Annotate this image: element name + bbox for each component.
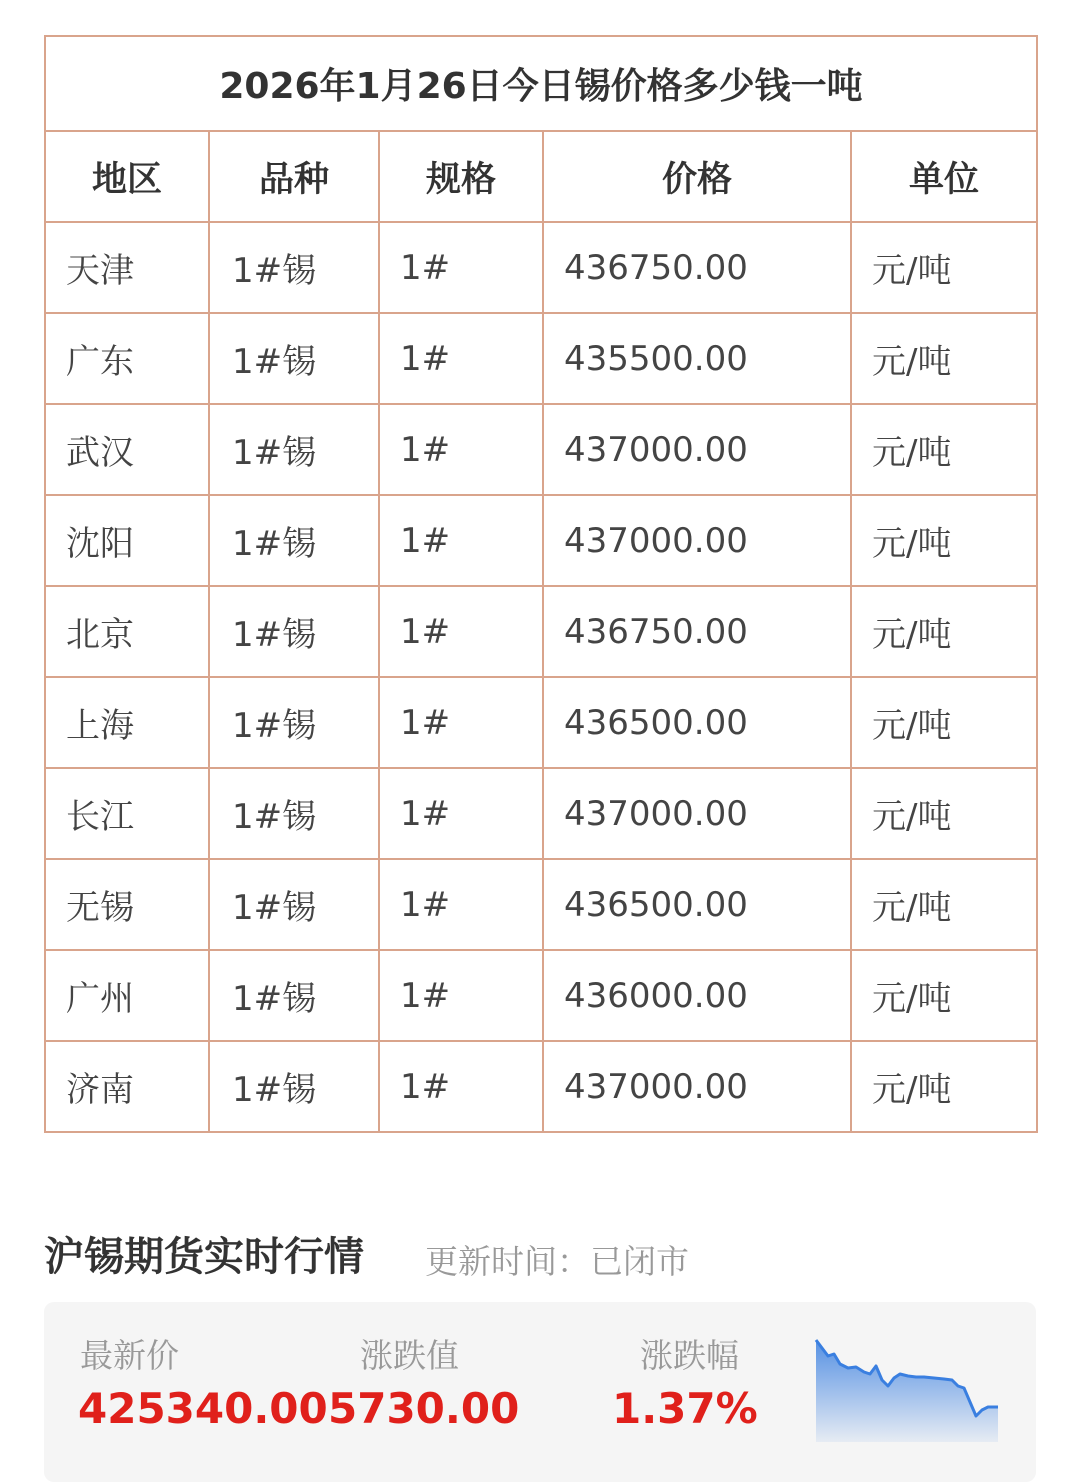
- cell-unit: 元/吨: [851, 586, 1037, 677]
- cell-price: 437000.00: [543, 1041, 851, 1132]
- cell-spec: 1#: [379, 495, 543, 586]
- change-percent-label: 涨跌幅: [640, 1336, 739, 1375]
- cell-variety: 1#锡: [209, 1041, 379, 1132]
- cell-unit: 元/吨: [851, 495, 1037, 586]
- cell-variety: 1#锡: [209, 222, 379, 313]
- cell-variety: 1#锡: [209, 404, 379, 495]
- cell-variety: 1#锡: [209, 495, 379, 586]
- cell-variety: 1#锡: [209, 313, 379, 404]
- cell-region: 广州: [45, 950, 209, 1041]
- cell-region: 天津: [45, 222, 209, 313]
- header-variety: 品种: [209, 131, 379, 222]
- header-region: 地区: [45, 131, 209, 222]
- cell-price: 436500.00: [543, 677, 851, 768]
- cell-spec: 1#: [379, 950, 543, 1041]
- tin-price-table: [44, 35, 1038, 1133]
- cell-price: 435500.00: [543, 313, 851, 404]
- table-row: [45, 1041, 1037, 1132]
- futures-section-title: 沪锡期货实时行情: [44, 1234, 364, 1280]
- cell-unit: 元/吨: [851, 313, 1037, 404]
- cell-unit: 元/吨: [851, 1041, 1037, 1132]
- cell-variety: 1#锡: [209, 586, 379, 677]
- cell-spec: 1#: [379, 313, 543, 404]
- cell-variety: 1#锡: [209, 677, 379, 768]
- cell-price: 436500.00: [543, 859, 851, 950]
- cell-price: 437000.00: [543, 768, 851, 859]
- cell-unit: 元/吨: [851, 768, 1037, 859]
- table-row: [45, 677, 1037, 768]
- cell-price: 436750.00: [543, 586, 851, 677]
- header-price: 价格: [543, 131, 851, 222]
- change-value-label: 涨跌值: [360, 1336, 459, 1375]
- cell-unit: 元/吨: [851, 859, 1037, 950]
- change-value: 5730.00: [328, 1384, 520, 1433]
- cell-variety: 1#锡: [209, 859, 379, 950]
- table-row: [45, 404, 1037, 495]
- cell-spec: 1#: [379, 1041, 543, 1132]
- table-row: [45, 313, 1037, 404]
- cell-price: 437000.00: [543, 495, 851, 586]
- cell-region: 上海: [45, 677, 209, 768]
- price-trend-sparkline-icon[interactable]: [812, 1334, 1004, 1442]
- table-title: 2026年1月26日今日锡价格多少钱一吨: [45, 36, 1037, 131]
- change-percent-value: 1.37%: [612, 1384, 758, 1433]
- cell-variety: 1#锡: [209, 950, 379, 1041]
- cell-unit: 元/吨: [851, 950, 1037, 1041]
- cell-region: 济南: [45, 1041, 209, 1132]
- cell-unit: 元/吨: [851, 677, 1037, 768]
- latest-price-value: 425340.00: [78, 1384, 328, 1433]
- update-time: 更新时间：已闭市: [425, 1242, 689, 1281]
- cell-spec: 1#: [379, 677, 543, 768]
- cell-region: 武汉: [45, 404, 209, 495]
- table-row: [45, 950, 1037, 1041]
- table-row: [45, 495, 1037, 586]
- cell-spec: 1#: [379, 768, 543, 859]
- cell-price: 437000.00: [543, 404, 851, 495]
- cell-price: 436750.00: [543, 222, 851, 313]
- header-unit: 单位: [851, 131, 1037, 222]
- cell-region: 北京: [45, 586, 209, 677]
- cell-price: 436000.00: [543, 950, 851, 1041]
- header-spec: 规格: [379, 131, 543, 222]
- cell-region: 沈阳: [45, 495, 209, 586]
- cell-unit: 元/吨: [851, 222, 1037, 313]
- table-header-row: [45, 131, 1037, 222]
- cell-spec: 1#: [379, 222, 543, 313]
- cell-region: 广东: [45, 313, 209, 404]
- cell-region: 无锡: [45, 859, 209, 950]
- cell-variety: 1#锡: [209, 768, 379, 859]
- table-row: [45, 586, 1037, 677]
- table-row: [45, 222, 1037, 313]
- cell-spec: 1#: [379, 404, 543, 495]
- cell-region: 长江: [45, 768, 209, 859]
- table-row: [45, 768, 1037, 859]
- cell-spec: 1#: [379, 859, 543, 950]
- table-row: [45, 859, 1037, 950]
- latest-price-label: 最新价: [80, 1336, 179, 1375]
- cell-unit: 元/吨: [851, 404, 1037, 495]
- cell-spec: 1#: [379, 586, 543, 677]
